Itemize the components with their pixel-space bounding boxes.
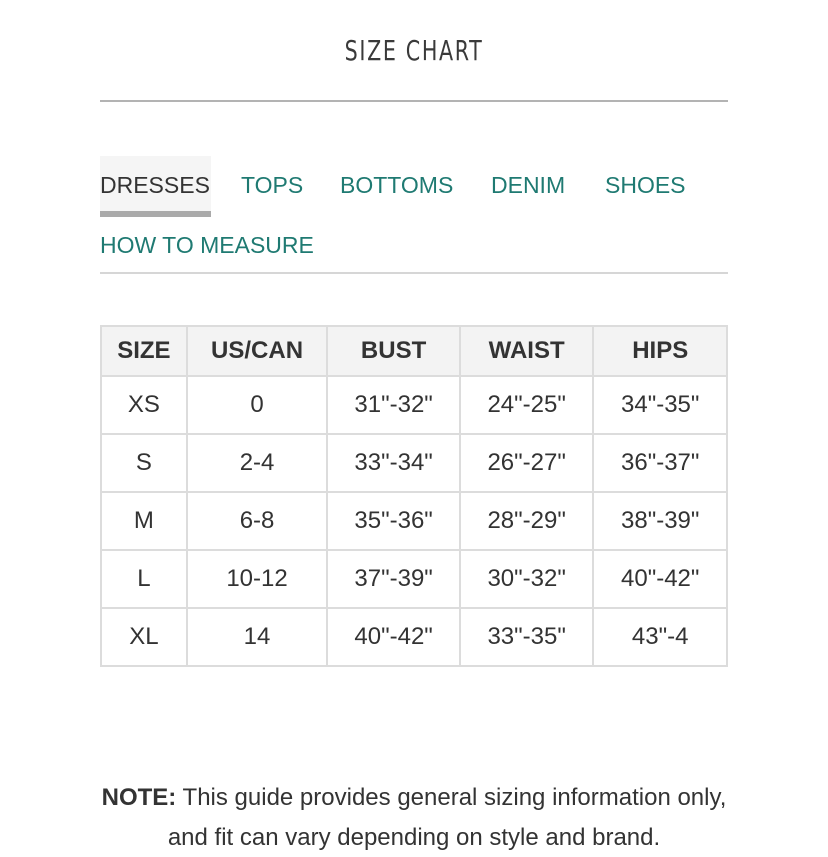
table-row bbox=[101, 492, 727, 550]
tab-denim[interactable]: DENIM bbox=[491, 172, 566, 198]
cell-hips: 43"-4 bbox=[593, 608, 727, 666]
page-title: SIZE CHART bbox=[344, 34, 484, 67]
table-row bbox=[101, 434, 727, 492]
cell-us-can: 0 bbox=[187, 376, 328, 434]
sizing-note bbox=[90, 778, 738, 857]
cell-waist: 33"-35" bbox=[460, 608, 594, 666]
cell-bust: 35"-36" bbox=[327, 492, 460, 550]
cell-hips: 34"-35" bbox=[593, 376, 727, 434]
cell-bust: 37"-39" bbox=[327, 550, 460, 608]
cell-us-can: 2-4 bbox=[187, 434, 328, 492]
cell-size: XL bbox=[101, 608, 187, 666]
tabs-divider bbox=[100, 272, 728, 274]
title-divider bbox=[100, 100, 728, 102]
cell-size: S bbox=[101, 434, 187, 492]
tab-tops[interactable]: TOPS bbox=[241, 172, 304, 198]
note-label: NOTE: bbox=[101, 784, 177, 811]
cell-bust: 33"-34" bbox=[327, 434, 460, 492]
cell-waist: 26"-27" bbox=[460, 434, 594, 492]
cell-us-can: 14 bbox=[187, 608, 328, 666]
cell-size: L bbox=[101, 550, 187, 608]
note-text: This guide provides general sizing information only, and fit can vary depending on style and brand. bbox=[167, 784, 727, 851]
column-header-hips: HIPS bbox=[593, 326, 727, 376]
cell-hips: 36"-37" bbox=[593, 434, 727, 492]
column-header-waist: WAIST bbox=[460, 326, 594, 376]
column-header-us-can: US/CAN bbox=[187, 326, 328, 376]
size-table bbox=[100, 325, 728, 667]
table-row bbox=[101, 376, 727, 434]
tab-dresses[interactable]: DRESSES bbox=[100, 156, 211, 217]
cell-size: XS bbox=[101, 376, 187, 434]
cell-us-can: 10-12 bbox=[187, 550, 328, 608]
cell-waist: 24"-25" bbox=[460, 376, 594, 434]
table-header-row bbox=[101, 326, 727, 376]
cell-bust: 31"-32" bbox=[327, 376, 460, 434]
cell-us-can: 6-8 bbox=[187, 492, 328, 550]
cell-waist: 30"-32" bbox=[460, 550, 594, 608]
table-row bbox=[101, 550, 727, 608]
cell-waist: 28"-29" bbox=[460, 492, 594, 550]
tab-how-to-measure[interactable]: HOW TO MEASURE bbox=[100, 232, 314, 258]
cell-hips: 40"-42" bbox=[593, 550, 727, 608]
tab-bottoms[interactable]: BOTTOMS bbox=[340, 172, 454, 198]
cell-size: M bbox=[101, 492, 187, 550]
column-header-bust: BUST bbox=[327, 326, 460, 376]
cell-hips: 38"-39" bbox=[593, 492, 727, 550]
cell-bust: 40"-42" bbox=[327, 608, 460, 666]
tab-shoes[interactable]: SHOES bbox=[605, 172, 686, 198]
table-row bbox=[101, 608, 727, 666]
column-header-size: SIZE bbox=[101, 326, 187, 376]
